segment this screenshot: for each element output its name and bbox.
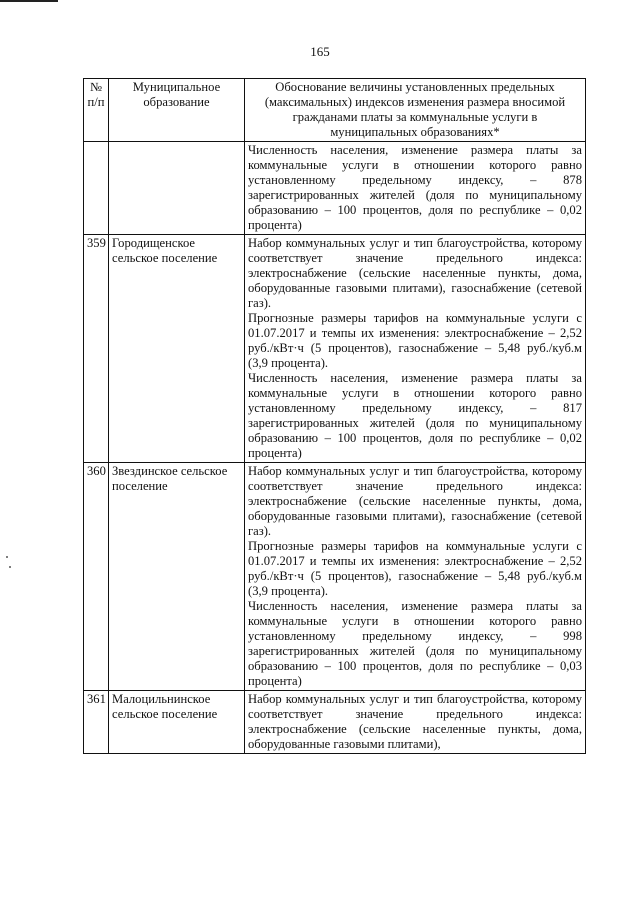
row-justification	[245, 235, 586, 463]
justification-paragraph: Набор коммунальных услуг и тип благоустройства, которому соответствует значение предельного индекса: электроснабжение (сельские населенные пункты, дома, оборудованные газовыми плитами),	[248, 692, 582, 751]
justification-paragraph: Прогнозные размеры тарифов на коммунальные услуги с 01.07.2017 и темпы их изменения: электроснабжение – 2,52 руб./кВт·ч (5 процентов), газоснабжение – 5,48 руб./куб.м (3,9 процента).	[248, 539, 582, 598]
table-row	[84, 691, 586, 754]
table-body	[84, 142, 586, 754]
table-row	[84, 235, 586, 463]
scan-speck	[6, 556, 8, 558]
row-municipality: Малоцильнинское сельское поселение	[109, 691, 245, 754]
table-row-continuation	[84, 142, 586, 235]
header-num: № п/п	[84, 79, 109, 142]
row-municipality: Городищенское сельское поселение	[109, 235, 245, 463]
table-header-row	[84, 79, 586, 142]
row-justification	[245, 142, 586, 235]
row-num: 359	[84, 235, 109, 463]
page-number: 165	[310, 44, 330, 59]
row-municipality: Звездинское сельское поселение	[109, 463, 245, 691]
scan-corner-line	[0, 0, 58, 2]
row-justification	[245, 691, 586, 754]
header-justification: Обоснование величины установленных предельных (максимальных) индексов изменения размера вносимой гражданами платы за коммунальные услуги в муниципальных образованиях*	[245, 79, 586, 142]
justification-paragraph: Набор коммунальных услуг и тип благоустройства, которому соответствует значение предельного индекса: электроснабжение (сельские населенные пункты, дома, оборудованные газовыми плитами), газоснабжение (сетевой газ).	[248, 464, 582, 538]
row-num: 361	[84, 691, 109, 754]
justification-paragraph: Прогнозные размеры тарифов на коммунальные услуги с 01.07.2017 и темпы их изменения: электроснабжение – 2,52 руб./кВт·ч (5 процентов), газоснабжение – 5,48 руб./куб.м (3,9 процента).	[248, 311, 582, 370]
justification-paragraph: Набор коммунальных услуг и тип благоустройства, которому соответствует значение предельного индекса: электроснабжение (сельские населенные пункты, дома, оборудованные газовыми плитами), газоснабжение (сетевой газ).	[248, 236, 582, 310]
row-num: 360	[84, 463, 109, 691]
justification-paragraph: Численность населения, изменение размера платы за коммунальные услуги в отношении которого равно установленному предельному индексу, – 817 зарегистрированных жителей (доля по муниципальному образованию – 100 процентов, доля по республике – 0,02 процента)	[248, 371, 582, 460]
row-justification	[245, 463, 586, 691]
row-num	[84, 142, 109, 235]
justification-paragraph: Численность населения, изменение размера платы за коммунальные услуги в отношении которого равно установленному предельному индексу, – 998 зарегистрированных жителей (доля по муниципальному образованию – 100 процентов, доля по республике – 0,03 процента)	[248, 599, 582, 688]
row-municipality	[109, 142, 245, 235]
tariff-index-table	[83, 78, 586, 754]
table-row	[84, 463, 586, 691]
header-municipality: Муниципальное образование	[109, 79, 245, 142]
justification-paragraph: Численность населения, изменение размера платы за коммунальные услуги в отношении которого равно установленному предельному индексу, – 878 зарегистрированных жителей (доля по муниципальному образованию – 100 процентов, доля по республике – 0,02 процента)	[248, 143, 582, 232]
scan-speck	[9, 566, 11, 568]
